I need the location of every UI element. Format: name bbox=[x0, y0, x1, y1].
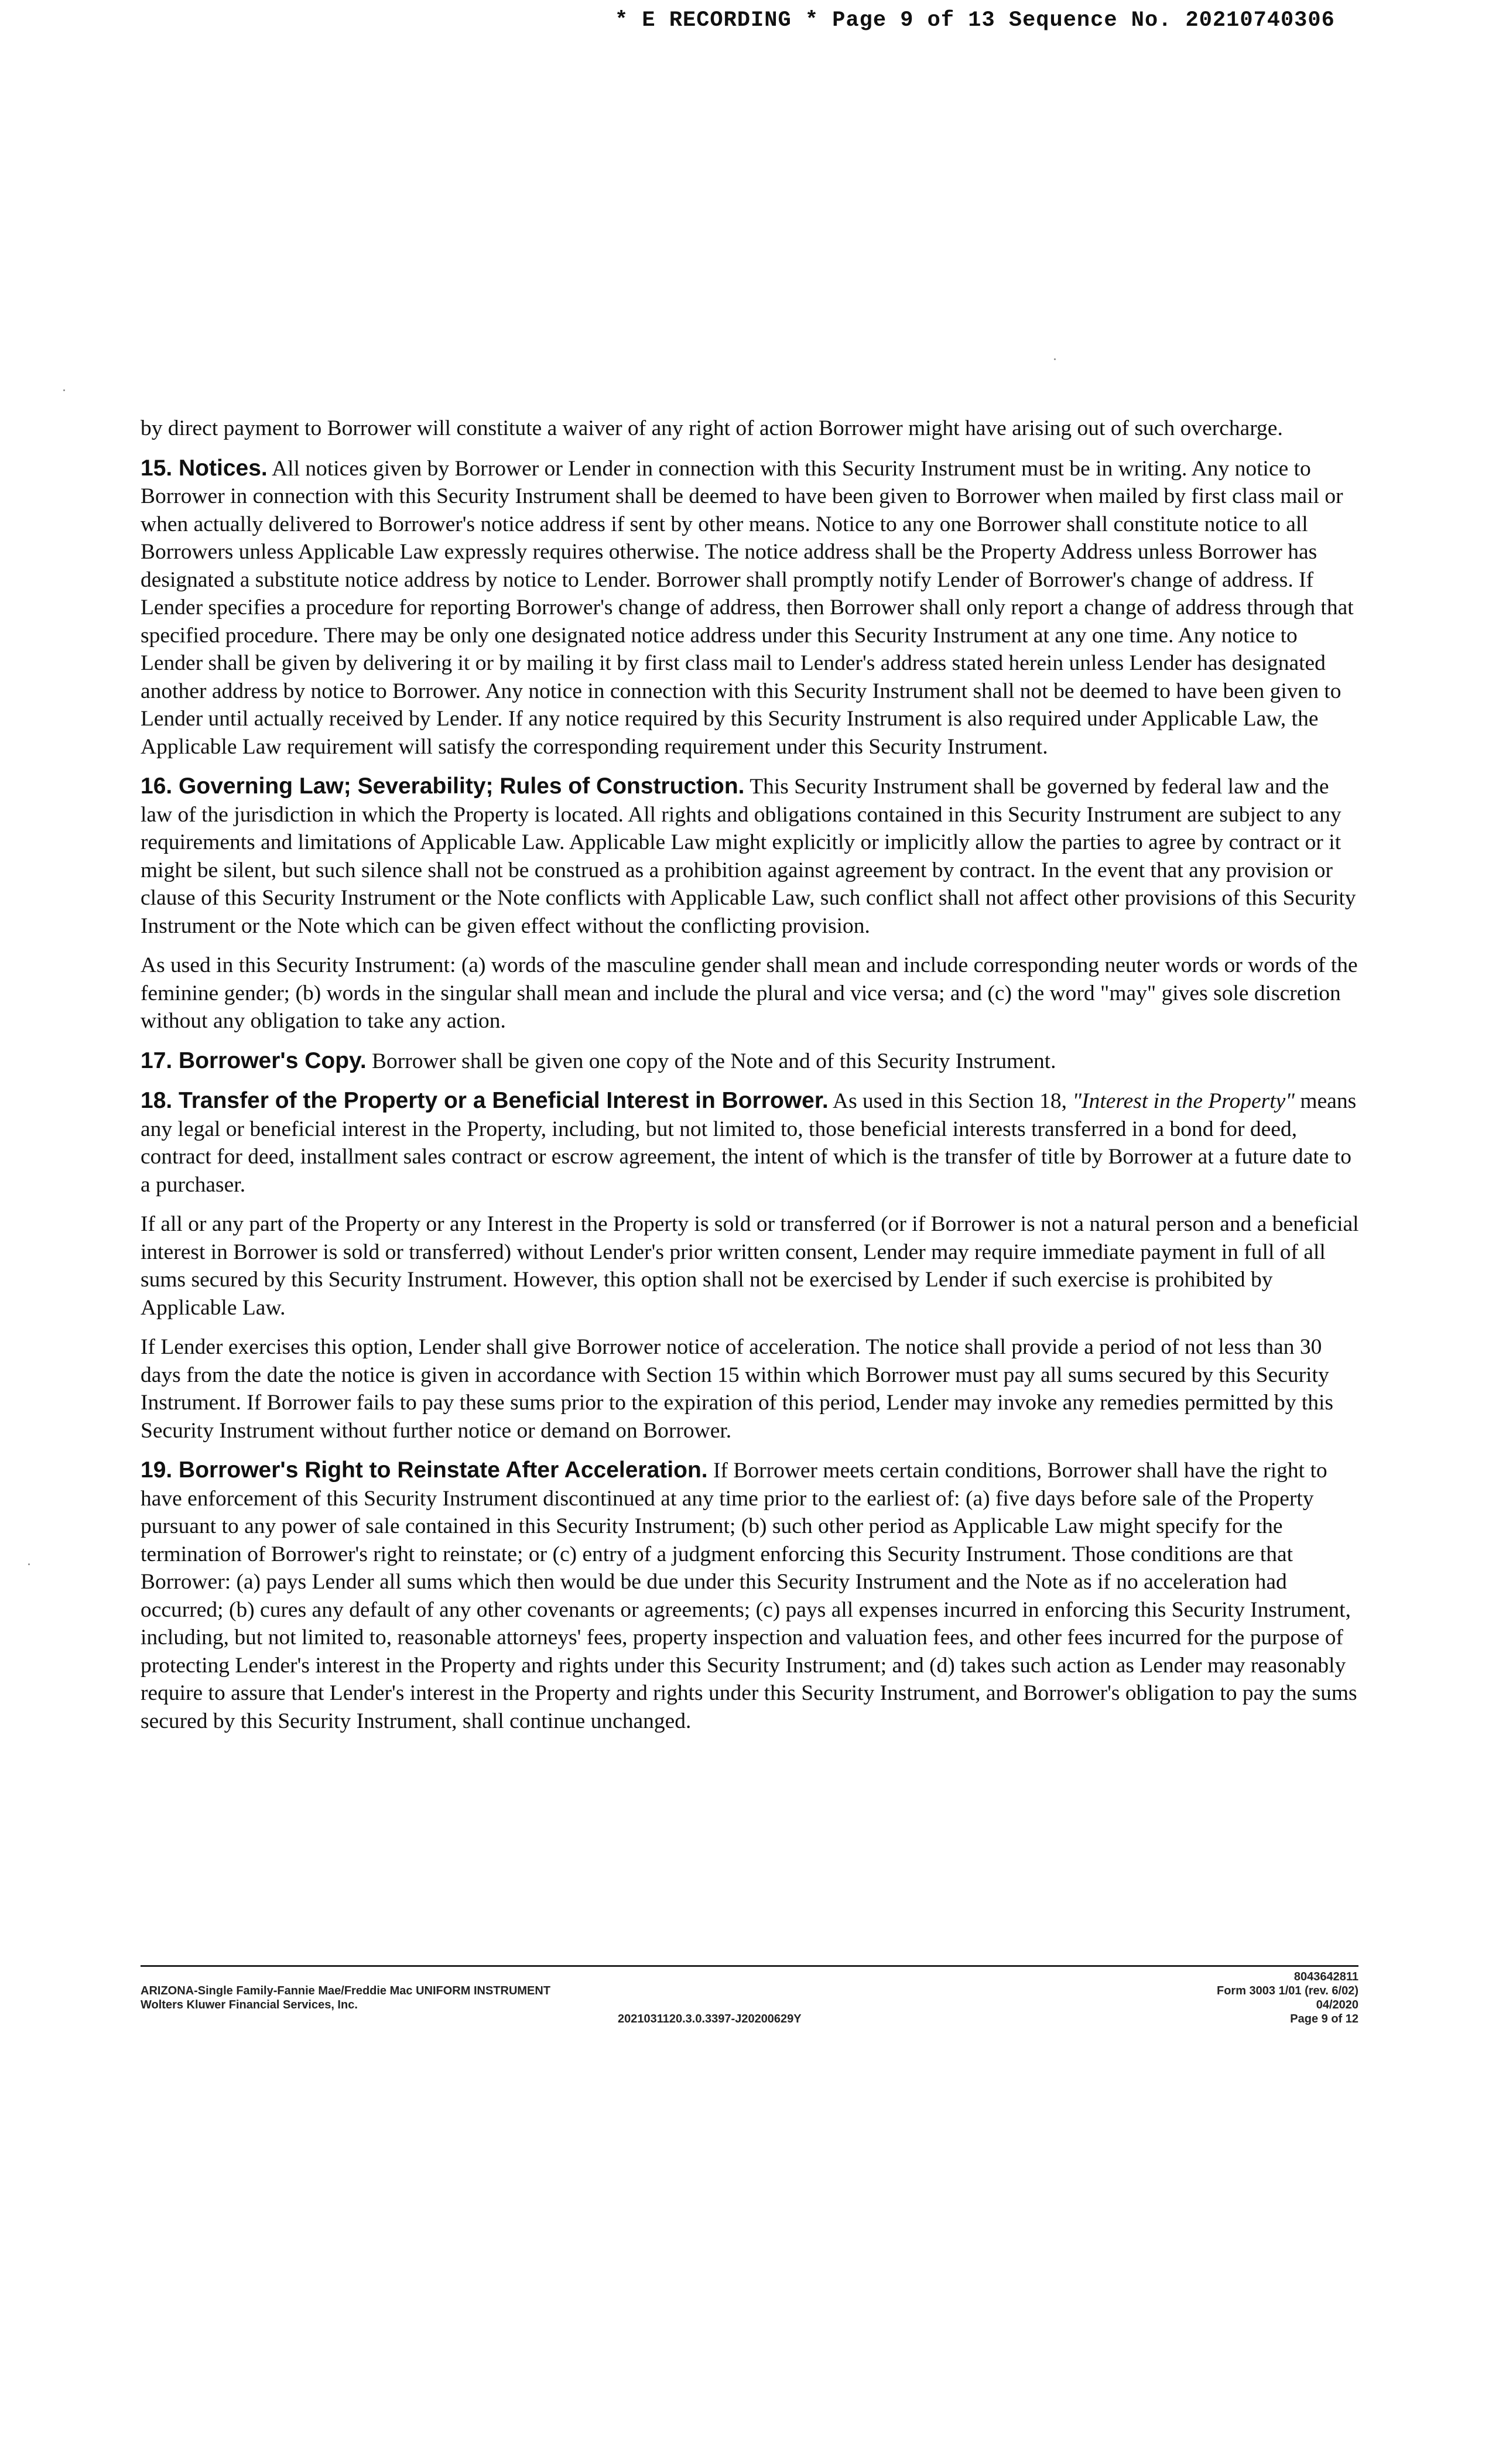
section-19-body: If Borrower meets certain conditions, Borrower shall have the right to have enforcement of this Security Instrument discontinued at any time prior to the earliest of: (a) five days before sale of the Property pursuant to any power of sale contained in this Security Instrument; (b) such other period as Applicable Law might specify for the termination of Borrower's right to reinstate; or (c) entry of a judgment enforcing this Security Instrument. Those conditions are that Borrower: (a) pays Lender all sums which then would be due under this Security Instrument and the Note as if no acceleration had occurred; (b) cures any default of any other covenants or agreements; (c) pays all expenses incurred in enforcing this Security Instrument, including, but not limited to, reasonable attorneys' fees, property inspection and valuation fees, and other fees incurred for the purpose of protecting Lender's interest in the Property and rights under this Security Instrument; and (d) takes such action as Lender may reasonably require to assure that Lender's interest in the Property and rights under this Security Instrument, and Borrower's obligation to pay the sums secured by this Security Instrument, shall continue unchanged. bbox=[141, 1459, 1357, 1733]
continuation-paragraph: by direct payment to Borrower will constitute a waiver of any right of action Borrower might have arising out of such overcharge. bbox=[141, 416, 1283, 440]
section-16-heading: 16. Governing Law; Severability; Rules of Construction. bbox=[141, 774, 745, 799]
document-body bbox=[141, 415, 1360, 1747]
footer-doc-code: 2021031120.3.0.3397-J20200629Y bbox=[618, 2013, 802, 2025]
footer-divider bbox=[141, 1965, 1358, 1967]
section-19-heading: 19. Borrower's Right to Reinstate After Acceleration. bbox=[141, 1457, 708, 1483]
scan-speck bbox=[1054, 358, 1056, 360]
page-footer bbox=[141, 1970, 1358, 2034]
recording-header: * E RECORDING * Page 9 of 13 Sequence No. 20210740306 bbox=[615, 8, 1335, 33]
footer-loan-number: 8043642811 bbox=[1293, 1970, 1358, 1983]
scan-speck bbox=[63, 389, 65, 391]
section-15-body: All notices given by Borrower or Lender in connection with this Security Instrument must be in writing. Any notice to Borrower in connection with this Security Instrument shall be deemed to have been given to Borrower when mailed by first class mail or when actually delivered to Borrower's notice address if sent by other means. Notice to any one Borrower shall constitute notice to all Borrowers unless Applicable Law expressly requires otherwise. The notice address shall be the Property Address unless Borrower has designated a substitute notice address by notice to Lender. Borrower shall promptly notify Lender of Borrower's change of address. If Lender specifies a procedure for reporting Borrower's change of address, then Borrower shall only report a change of address through that specified procedure. There may be only one designated notice address under this Security Instrument at any one time. Any notice to Lender shall be given by delivering it or by mailing it by first class mail to Lender's address stated herein unless Lender has designated another address by notice to Borrower. Any notice in connection with this Security Instrument shall not be deemed to have been given to Lender until actually received by Lender. If any notice required by this Security Instrument is also required under Applicable Law, the Applicable Law requirement will satisfy the corresponding requirement under this Security Instrument. bbox=[141, 456, 1354, 759]
section-18-body-rest: means any legal or beneficial interest in the Property, including, but not limited to, those beneficial interests transferred in a bond for deed, contract for deed, installment sales contract or escrow agreement, the intent of which is the transfer of title by Borrower at a future date to a purchaser. bbox=[141, 1089, 1357, 1197]
section-18-body-lead: As used in this Section 18, bbox=[833, 1089, 1067, 1113]
section-17-borrowers-copy bbox=[141, 1047, 1360, 1076]
section-17-body: Borrower shall be given one copy of the Note and of this Security Instrument. bbox=[372, 1049, 1056, 1073]
section-17-heading: 17. Borrower's Copy. bbox=[141, 1048, 367, 1073]
footer-left bbox=[141, 1984, 550, 2012]
footer-form-title: ARIZONA-Single Family-Fannie Mae/Freddie Mac UNIFORM INSTRUMENT bbox=[141, 1984, 551, 1997]
section-18-heading: 18. Transfer of the Property or a Beneficial Interest in Borrower. bbox=[141, 1088, 829, 1113]
section-15-notices bbox=[141, 454, 1360, 761]
footer-right bbox=[1217, 1970, 1358, 2026]
scan-speck bbox=[28, 1563, 30, 1565]
footer-form-number: Form 3003 1/01 (rev. 6/02) bbox=[1217, 1984, 1358, 1997]
section-18-paragraph-2: If all or any part of the Property or any Interest in the Property is sold or transferred (or if Borrower is not a natural person and a beneficial interest in Borrower is sold or transferred) without Lender's prior written consent, Lender may require immediate payment in full of all sums secured by this Security Instrument. However, this option shall not be exercised by Lender if such exercise is prohibited by Applicable Law. bbox=[141, 1212, 1359, 1320]
section-15-heading: 15. Notices. bbox=[141, 455, 268, 481]
section-16-body: This Security Instrument shall be governed by federal law and the law of the jurisdiction in which the Property is located. All rights and obligations contained in this Security Instrument are subject to any requirements and limitations of Applicable Law. Applicable Law might explicitly or implicitly allow the parties to agree by contract or it might be silent, but such silence shall not be construed as a prohibition against agreement by contract. In the event that any provision or clause of this Security Instrument or the Note conflicts with Applicable Law, such conflict shall not affect other provisions of this Security Instrument or the Note which can be given effect without the conflicting provision. bbox=[141, 775, 1356, 938]
footer-center bbox=[618, 2012, 802, 2026]
section-18-paragraph-3: If Lender exercises this option, Lender shall give Borrower notice of acceleration. The notice shall provide a period of not less than 30 days from the date the notice is given in accordance with Section 15 within which Borrower must pay all sums secured by this Security Instrument. If Borrower fails to pay these sums prior to the expiration of this period, Lender may invoke any remedies permitted by this Security Instrument without further notice or demand on Borrower. bbox=[141, 1335, 1333, 1443]
section-16-paragraph-2: As used in this Security Instrument: (a) words of the masculine gender shall mean and include corresponding neuter words or words of the feminine gender; (b) words in the singular shall mean and include the plural and vice versa; and (c) the word "may" gives sole discretion without any obligation to take any action. bbox=[141, 953, 1358, 1033]
footer-publisher: Wolters Kluwer Financial Services, Inc. bbox=[141, 1998, 358, 2011]
footer-form-date: 04/2020 bbox=[1316, 1998, 1358, 2011]
section-18-transfer bbox=[141, 1087, 1360, 1199]
section-16-governing-law bbox=[141, 772, 1360, 940]
section-19-reinstate bbox=[141, 1456, 1360, 1735]
footer-page-label: Page 9 of 12 bbox=[1290, 2013, 1358, 2025]
section-18-defined-term: "Interest in the Property" bbox=[1072, 1089, 1295, 1113]
